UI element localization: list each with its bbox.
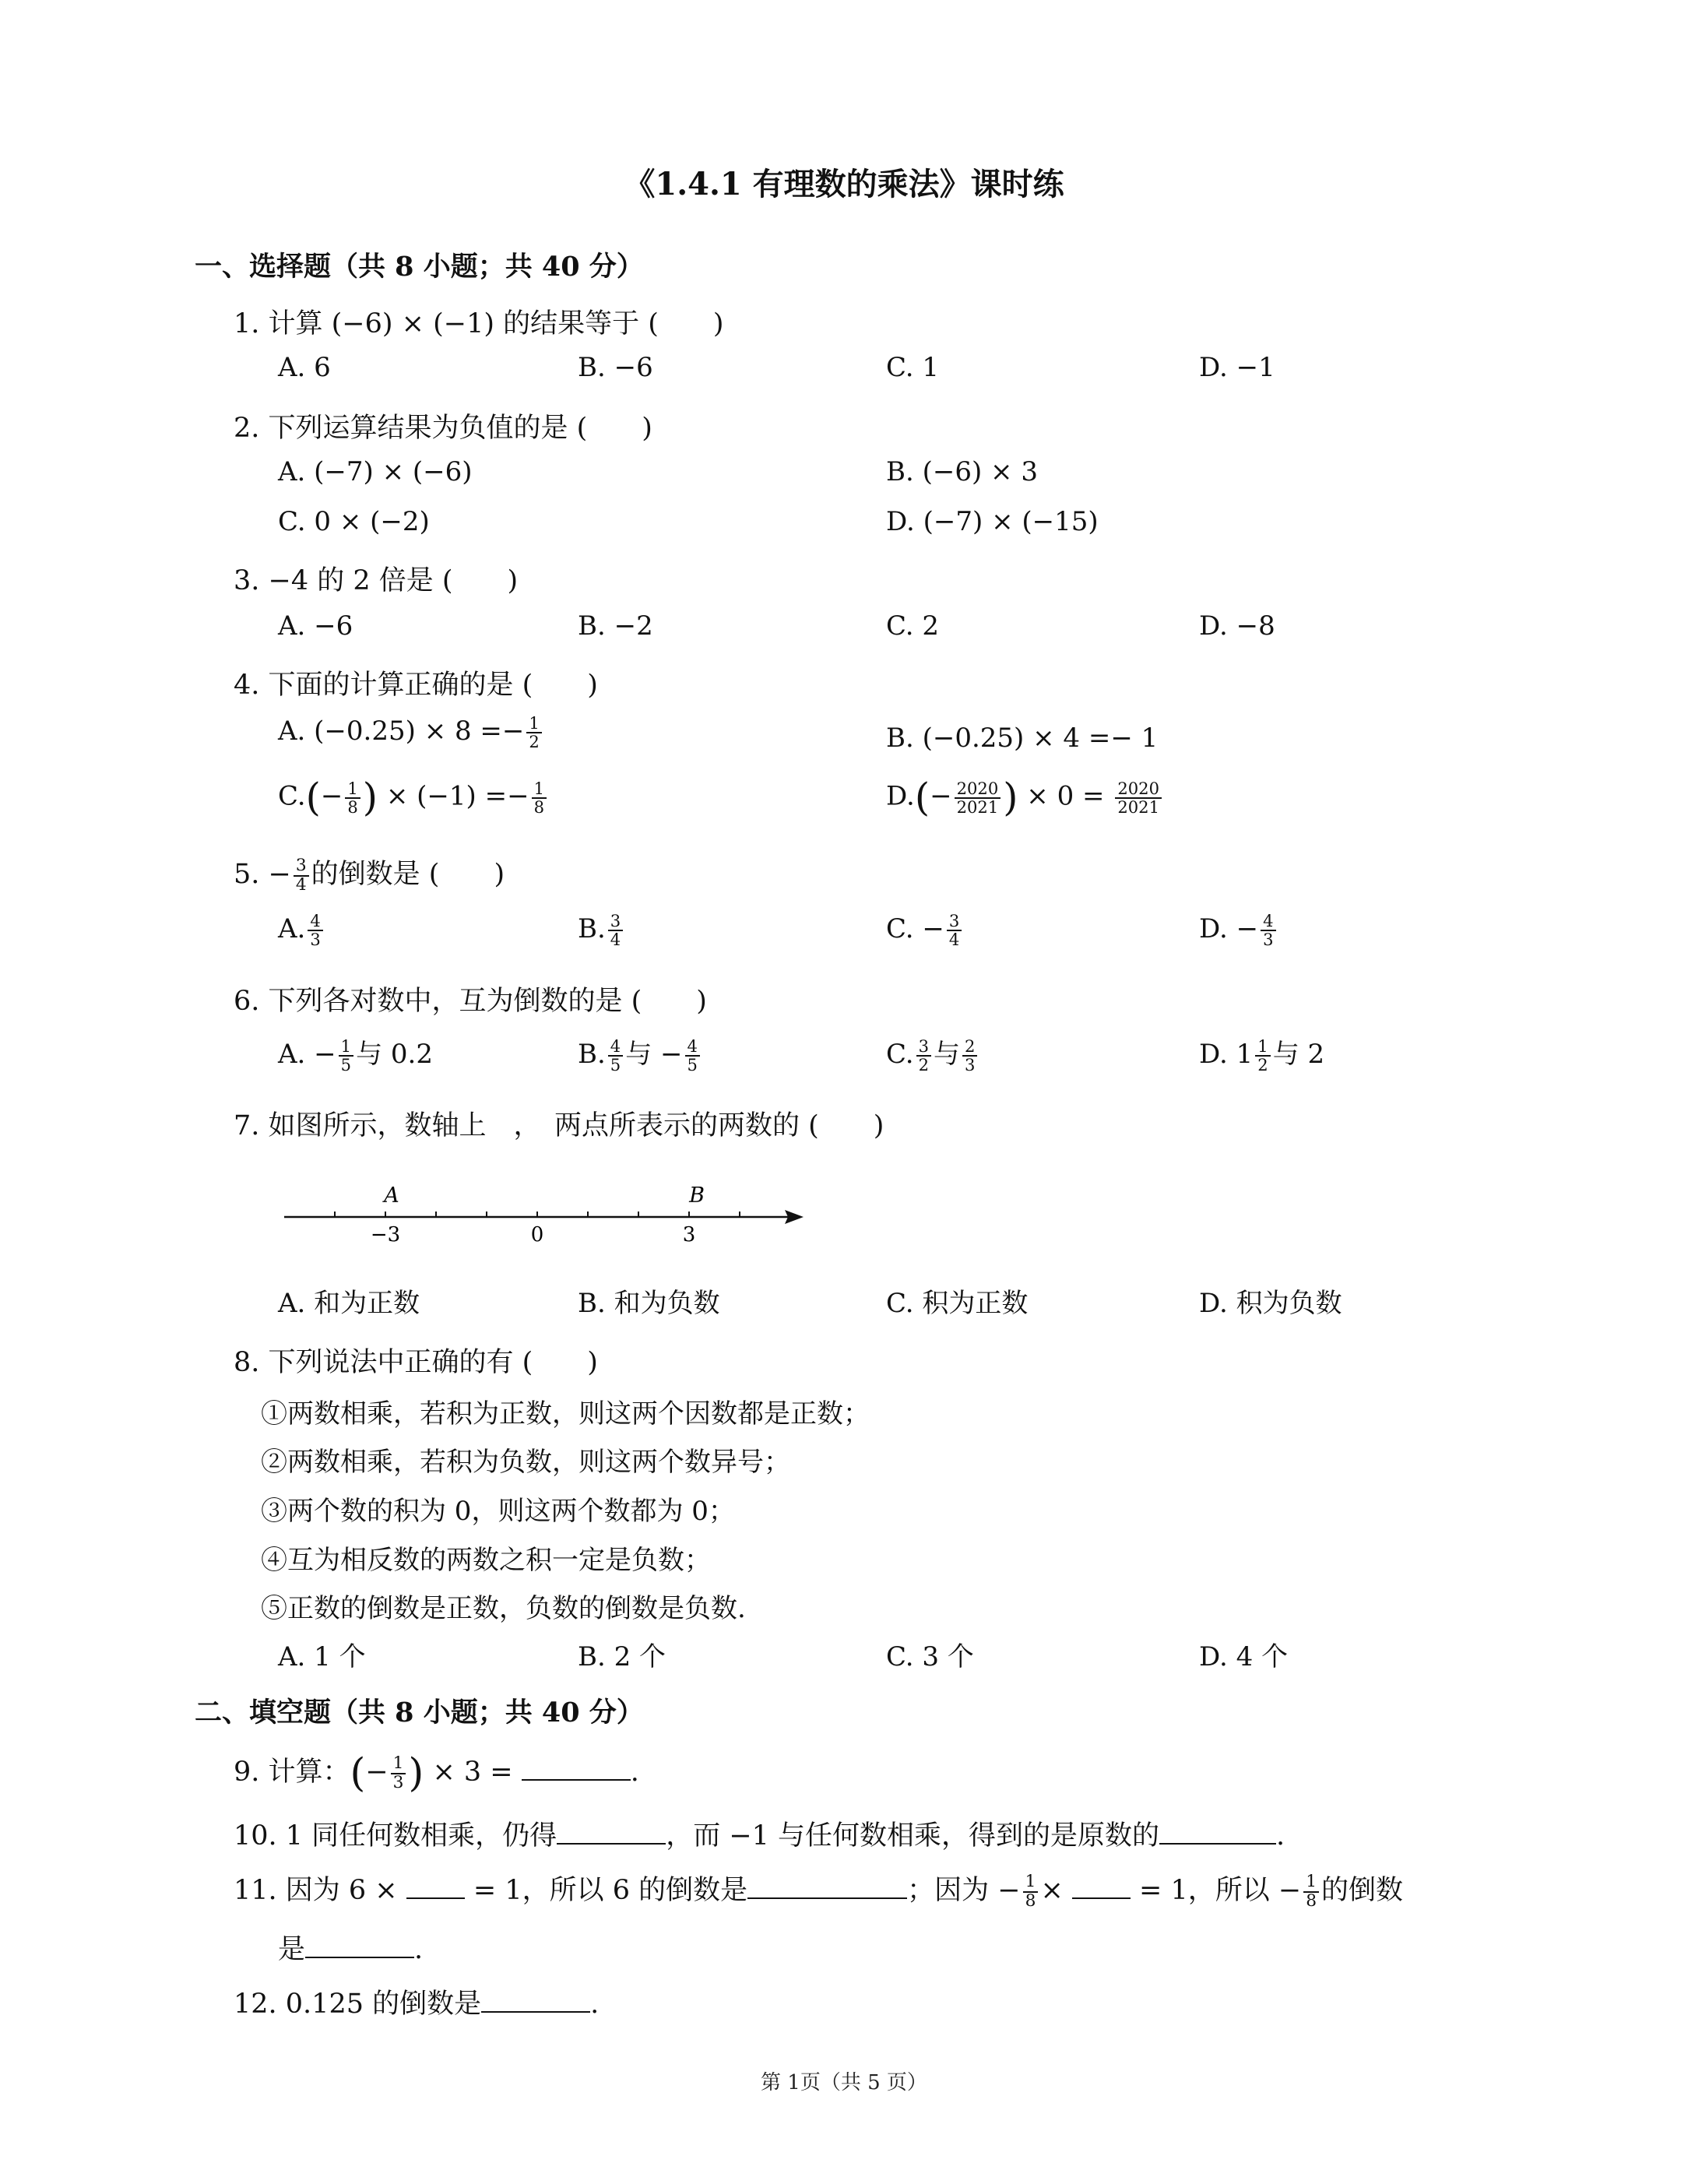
fraction xyxy=(532,780,547,816)
numerator: 1 xyxy=(532,780,547,799)
fraction xyxy=(308,913,322,948)
numerator: 1 xyxy=(391,1755,406,1774)
numerator: 2020 xyxy=(1115,780,1162,799)
question-4-option-c[interactable] xyxy=(278,775,549,820)
section-choice-heading: 一、选择题（共 8 小题；共 40 分） xyxy=(195,251,644,283)
denominator: 3 xyxy=(310,930,321,950)
question-5-option-a[interactable] xyxy=(278,913,325,948)
question-8-statement: ①两数相乘，若积为正数，则这两个因数都是正数； xyxy=(261,1398,870,1430)
option-label: D. xyxy=(886,780,915,812)
question-9 xyxy=(234,1750,639,1796)
question-4-option-d[interactable] xyxy=(886,775,1164,820)
question-3-option-b[interactable]: B. −2 xyxy=(578,610,653,642)
fraction xyxy=(1255,1038,1270,1074)
question-1-option-d[interactable]: D. −1 xyxy=(1199,352,1275,383)
numerator: 1 xyxy=(339,1038,353,1057)
question-2-stem: 2. 下列运算结果为负值的是 ( ) xyxy=(234,413,652,444)
fraction xyxy=(608,1038,623,1074)
question-8-statement: ②两数相乘，若积为负数，则这两个数异号； xyxy=(261,1447,790,1478)
fraction xyxy=(1261,913,1275,948)
denominator: 5 xyxy=(610,1055,621,1074)
numerator: 4 xyxy=(1261,913,1275,931)
page-footer: 第 1页（共 5 页） xyxy=(761,2071,927,2094)
fraction xyxy=(608,913,623,948)
left-paren: ( xyxy=(914,775,930,820)
fraction xyxy=(526,715,541,751)
question-12 xyxy=(234,1982,599,2021)
answer-blank[interactable] xyxy=(557,1818,666,1845)
question-6-option-c[interactable] xyxy=(886,1032,979,1074)
answer-blank[interactable] xyxy=(481,1986,590,2013)
question-6-stem: 6. 下列各对数中，互为倒数的是 ( ) xyxy=(234,986,707,1017)
question-prefix: 9. 计算： xyxy=(234,1757,350,1788)
question-3-stem: 3. −4 的 2 倍是 ( ) xyxy=(234,565,519,596)
option-label: C. − xyxy=(886,913,944,945)
numerator: 1 xyxy=(1255,1038,1270,1057)
right-paren: ) xyxy=(1003,775,1018,820)
question-text: 11. 因为 6 × xyxy=(234,1875,398,1906)
right-paren: ) xyxy=(408,1750,424,1796)
fraction xyxy=(1115,780,1162,816)
fraction xyxy=(916,1038,931,1074)
numerator: 4 xyxy=(308,913,322,931)
question-text: = 1，所以 − xyxy=(1139,1875,1302,1906)
right-paren: ) xyxy=(362,775,378,820)
question-5-option-c[interactable] xyxy=(886,913,964,948)
question-3-option-a[interactable]: A. −6 xyxy=(278,610,353,642)
numerator: 4 xyxy=(685,1038,700,1057)
numerator: 1 xyxy=(1023,1873,1039,1893)
question-7-option-c[interactable]: C. 积为正数 xyxy=(886,1288,1029,1319)
minus-sign: − xyxy=(320,780,343,812)
denominator: 8 xyxy=(347,797,358,817)
numerator: 3 xyxy=(608,913,623,931)
option-a-prefix: A. (−0.25) × 8 =− xyxy=(278,716,525,747)
denominator: 4 xyxy=(295,874,307,895)
question-7-option-d[interactable]: D. 积为负数 xyxy=(1199,1288,1342,1319)
question-1-stem: 1. 计算 (−6) × (−1) 的结果等于 ( ) xyxy=(234,308,724,339)
denominator: 2 xyxy=(529,732,540,752)
option-label: A. xyxy=(278,913,306,945)
number-line-figure xyxy=(280,1174,818,1244)
left-paren: ( xyxy=(305,775,321,820)
page-title: 《1.4.1 有理数的乘法》课时练 xyxy=(624,166,1064,202)
denominator: 2 xyxy=(918,1055,930,1074)
question-text: ，而 −1 与任何数相乘，得到的是原数的 xyxy=(666,1820,1160,1852)
fraction xyxy=(294,857,309,895)
option-suffix: 与 0.2 xyxy=(356,1039,433,1070)
left-paren: ( xyxy=(350,1750,366,1796)
fraction xyxy=(345,780,360,816)
period: . xyxy=(1276,1820,1285,1852)
denominator: 2021 xyxy=(1117,797,1159,817)
fraction xyxy=(1303,1873,1319,1911)
question-4-stem: 4. 下面的计算正确的是 ( ) xyxy=(234,670,598,701)
question-text: 的倒数 xyxy=(1321,1875,1404,1906)
question-3-option-c[interactable]: C. 2 xyxy=(886,610,940,642)
denominator: 3 xyxy=(965,1055,976,1074)
question-text: × xyxy=(1040,1875,1064,1906)
question-1-option-c[interactable]: C. 1 xyxy=(886,352,940,383)
denominator: 5 xyxy=(340,1055,352,1074)
numerator: 1 xyxy=(1303,1873,1319,1893)
option-label: A. − xyxy=(278,1039,336,1070)
denominator: 5 xyxy=(687,1055,698,1074)
question-10 xyxy=(234,1814,1285,1853)
denominator: 2 xyxy=(1257,1055,1268,1074)
question-8-statement: ④互为相反数的两数之积一定是负数； xyxy=(261,1545,711,1576)
question-5-stem xyxy=(234,853,505,894)
question-4-option-b[interactable]: B. (−0.25) × 4 =− 1 xyxy=(886,723,1159,754)
denominator: 8 xyxy=(533,797,544,817)
question-11-line2 xyxy=(278,1928,423,1967)
tick-label-max: 3 xyxy=(682,1223,696,1244)
question-text: = 1，所以 6 的倒数是 xyxy=(473,1875,748,1906)
question-5-option-b[interactable] xyxy=(578,913,625,948)
option-middle: 与 xyxy=(934,1039,961,1070)
minus-sign: − xyxy=(365,1757,389,1788)
denominator: 4 xyxy=(948,930,960,950)
question-6-option-a[interactable] xyxy=(278,1032,433,1074)
answer-blank[interactable] xyxy=(1159,1818,1276,1845)
question-1-option-a[interactable]: A. 6 xyxy=(278,352,331,383)
period: . xyxy=(590,1989,600,2020)
option-middle: 与 − xyxy=(625,1039,683,1070)
answer-blank[interactable] xyxy=(747,1873,907,1899)
question-11 xyxy=(234,1869,1403,1910)
question-7-option-b[interactable]: B. 和为负数 xyxy=(578,1288,720,1319)
stem-suffix: 的倒数是 ( ) xyxy=(311,859,505,890)
option-label: C. xyxy=(278,780,306,812)
question-6-option-d[interactable] xyxy=(1199,1032,1324,1074)
numerator: 4 xyxy=(608,1038,623,1057)
question-4-option-a[interactable] xyxy=(278,715,544,751)
numerator: 1 xyxy=(526,715,541,733)
question-8-option-c[interactable]: C. 3 个 xyxy=(886,1641,974,1672)
question-2-option-a[interactable]: A. (−7) × (−6) xyxy=(278,456,473,487)
section-fill-heading: 二、填空题（共 8 小题；共 40 分） xyxy=(195,1697,644,1729)
fraction xyxy=(947,913,962,948)
answer-blank[interactable] xyxy=(522,1754,631,1781)
question-1-option-b[interactable]: B. −6 xyxy=(578,352,653,383)
answer-blank[interactable] xyxy=(406,1873,465,1899)
question-8-statement: ⑤正数的倒数是正数，负数的倒数是负数. xyxy=(261,1593,746,1624)
answer-blank[interactable] xyxy=(1072,1873,1131,1899)
numerator: 2020 xyxy=(955,780,1001,799)
question-text: 是 xyxy=(278,1934,306,1965)
question-8-option-a[interactable]: A. 1 个 xyxy=(278,1641,366,1672)
fraction xyxy=(339,1038,353,1074)
question-8-option-d[interactable]: D. 4 个 xyxy=(1199,1641,1289,1672)
option-label: D. − xyxy=(1199,913,1259,945)
question-2-option-c[interactable]: C. 0 × (−2) xyxy=(278,506,430,537)
point-a-label: A xyxy=(384,1183,399,1208)
tick-label-min: −3 xyxy=(370,1223,401,1244)
numerator: 3 xyxy=(947,913,962,931)
denominator: 8 xyxy=(1306,1890,1317,1911)
expression-middle: × 0 = xyxy=(1026,780,1105,812)
fraction xyxy=(1023,1873,1039,1911)
question-3-option-d[interactable]: D. −8 xyxy=(1199,610,1275,642)
question-2-option-b[interactable]: B. (−6) × 3 xyxy=(886,456,1038,487)
denominator: 4 xyxy=(610,930,621,950)
question-7-stem: 7. 如图所示，数轴上 ， 两点所表示的两数的 ( ) xyxy=(234,1110,884,1141)
question-6-option-b[interactable] xyxy=(578,1032,702,1074)
option-label: C. xyxy=(886,1039,914,1070)
fraction xyxy=(955,780,1001,816)
question-suffix: × 3 = xyxy=(432,1757,513,1788)
numerator: 3 xyxy=(916,1038,931,1057)
period: . xyxy=(630,1757,639,1788)
question-text: 10. 1 同任何数相乘，仍得 xyxy=(234,1820,557,1852)
tick-label-zero: 0 xyxy=(530,1223,544,1244)
denominator: 2021 xyxy=(956,797,999,817)
question-text: ；因为 − xyxy=(907,1875,1021,1906)
question-7-option-a[interactable]: A. 和为正数 xyxy=(278,1288,420,1319)
fraction xyxy=(962,1038,977,1074)
numerator: 1 xyxy=(345,780,360,799)
option-suffix: 与 2 xyxy=(1272,1039,1325,1070)
denominator: 3 xyxy=(392,1772,404,1792)
denominator: 8 xyxy=(1025,1890,1036,1911)
option-label: B. xyxy=(578,913,606,945)
question-text: 12. 0.125 的倒数是 xyxy=(234,1989,482,2020)
denominator: 3 xyxy=(1263,930,1274,950)
fraction xyxy=(685,1038,700,1074)
question-5-option-d[interactable] xyxy=(1199,913,1278,948)
question-8-statement: ③两个数的积为 0，则这两个数都为 0； xyxy=(261,1496,735,1527)
minus-sign: − xyxy=(930,780,952,812)
option-label: B. xyxy=(578,1039,606,1070)
point-b-label: B xyxy=(689,1183,705,1208)
expression-middle: × (−1) =− xyxy=(385,780,529,812)
question-2-option-d[interactable]: D. (−7) × (−15) xyxy=(886,506,1099,537)
question-8-option-b[interactable]: B. 2 个 xyxy=(578,1641,666,1672)
period: . xyxy=(414,1934,424,1965)
answer-blank[interactable] xyxy=(305,1932,414,1958)
numerator: 3 xyxy=(294,857,309,877)
fraction xyxy=(391,1755,406,1792)
option-label: D. 1 xyxy=(1199,1039,1254,1070)
question-8-stem: 8. 下列说法中正确的有 ( ) xyxy=(234,1347,598,1378)
stem-prefix: 5. − xyxy=(234,859,291,890)
numerator: 2 xyxy=(962,1038,977,1057)
